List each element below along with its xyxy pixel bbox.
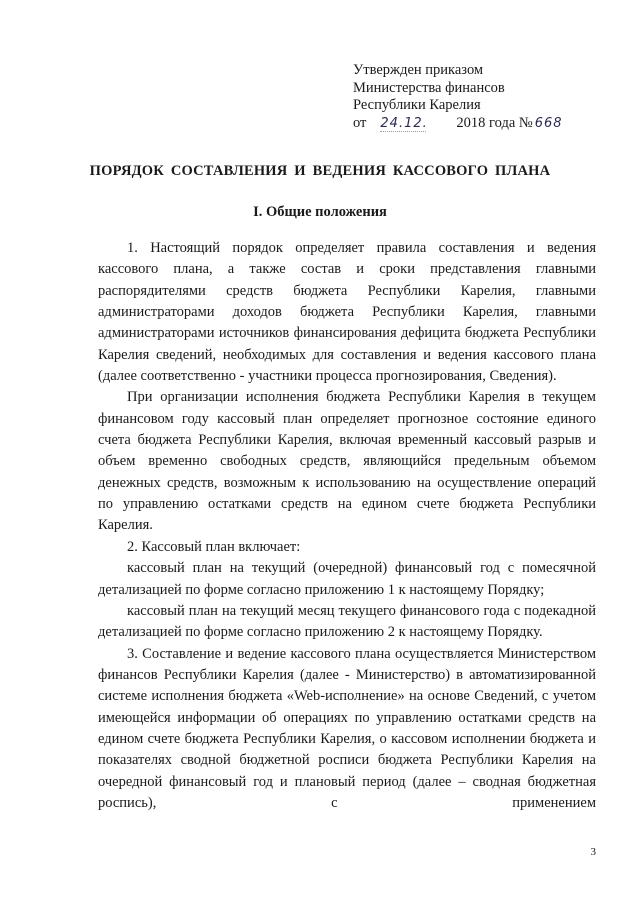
handwritten-order-number: 668 [534,115,563,131]
section-title: I. Общие положения [253,204,387,220]
paragraph-3: 2. Кассовый план включает: [127,538,301,555]
paragraph-2: При организации исполнения бюджета Республики Карелия в текущем финансовом году кассовый план определяет прогнозное состояние единого счета бюджета Республики Карелия, включая временный кассовый разрыв и объем временно свободных средств, являющийся предельным объемом денежных средств, возможным к использованию на осуществление операций по управлению остатками средств на едином счете бюджета Республики Карелия. [98,389,596,534]
paragraph-4: кассовый план на текущий (очередной) финансовый год с помесячной детализацией по форме согласно приложению 1 к настоящему Порядку; [98,560,596,598]
approval-date-line [353,115,569,133]
page-number: 3 [590,846,596,858]
approval-line-1: Утвержден приказом [353,62,484,78]
document-body [98,238,596,814]
paragraph-1: 1. Настоящий порядок определяет правила составления и ведения кассового плана, а также состав и сроки представления главными распорядителями средств бюджета Республики Карелия, главными администраторами доходов бюджета Республики Карелия, главными администраторами источников финансирования дефицита бюджета Республики Карелия сведений, необходимых для составления и ведения кассового плана (далее соответственно - участники процесса прогнозирования, Сведения). [98,240,596,385]
paragraph-5: кассовый план на текущий месяц текущего финансового года с подекадной детализацией по форме согласно приложению 2 к настоящему Порядку. [98,602,596,641]
approval-stamp [353,62,569,132]
paragraph-6: 3. Составление и ведение кассового плана осуществляется Министерством финансов Республики Карелия (далее - Министерство) в автоматизированной системе исполнения бюджета «Web-исполнение» на основе Сведений, с учетом имеющейся информации об операциях по управлению остатками средств на едином счете бюджета Республики Карелия, о кассовом исполнении бюджета и показателях сводной бюджетной росписи бюджета Республики Карелия на очередной финансовый год и плановый период (далее – сводная бюджетная роспись), с применением [98,645,596,811]
from-label: от [353,114,367,131]
approval-line-2: Министерства финансов [353,79,505,96]
handwritten-date: 24.12. [380,115,428,131]
approval-line-3: Республики Карелия [353,97,481,113]
year-text: 2018 года № [456,114,533,131]
document-title: ПОРЯДОК СОСТАВЛЕНИЯ И ВЕДЕНИЯ КАССОВОГО ПЛАНА [89,163,551,179]
